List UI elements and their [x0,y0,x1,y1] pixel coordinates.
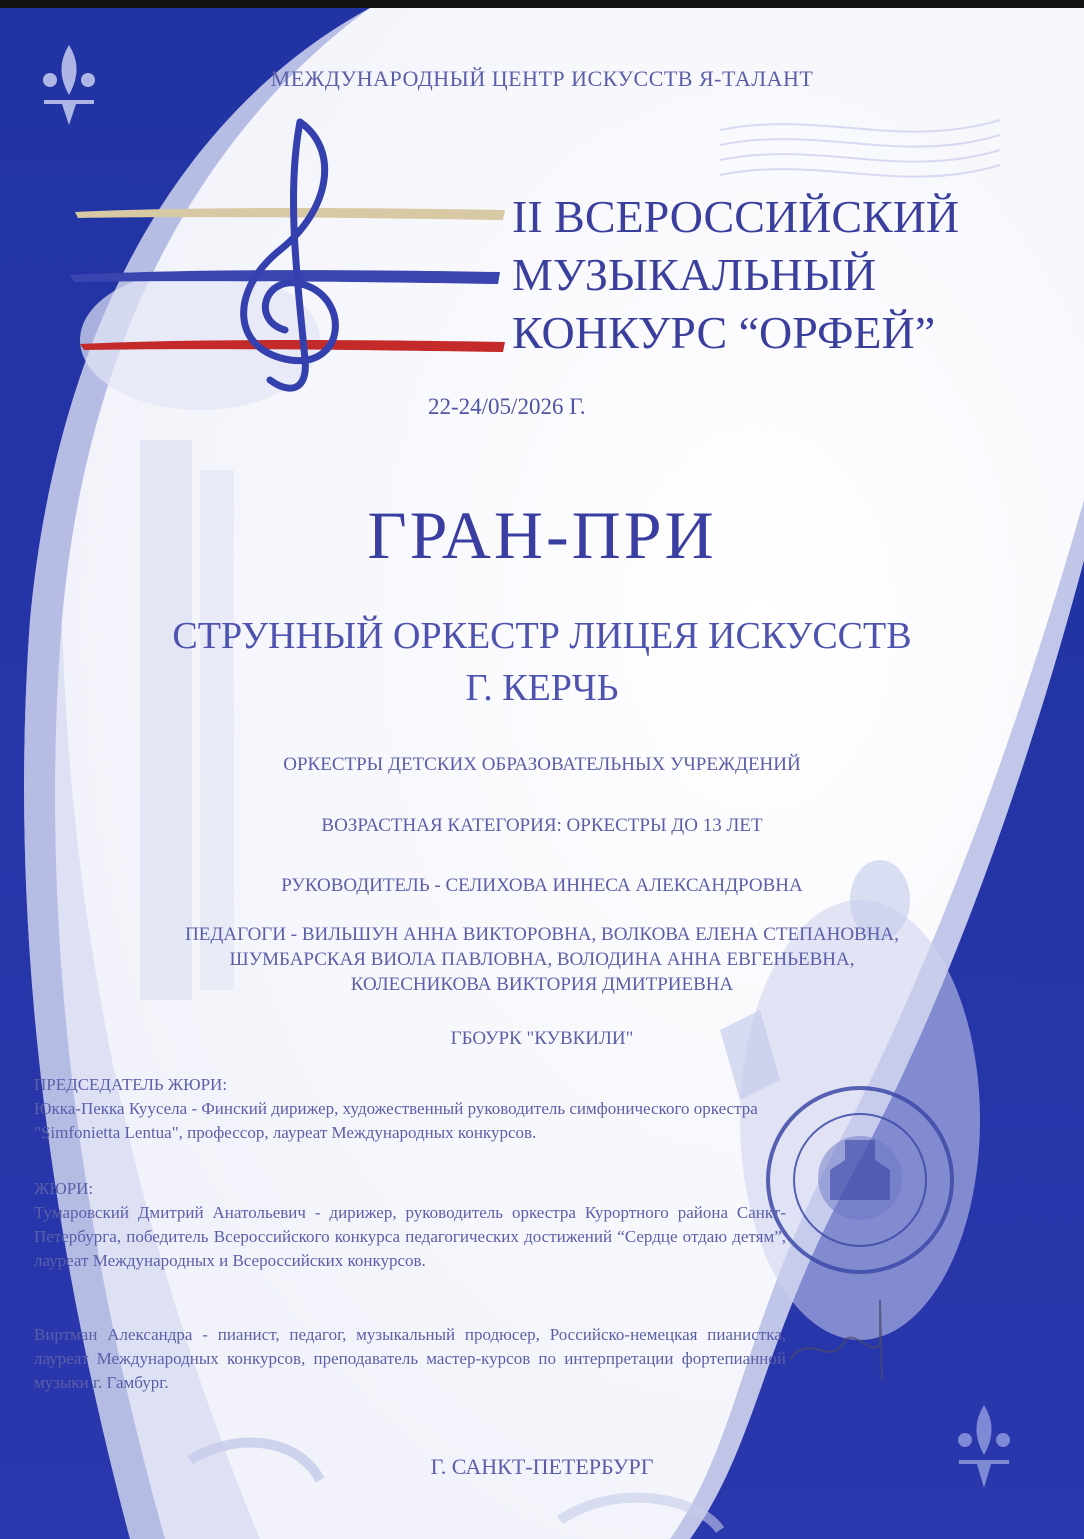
city: Г. САНКТ-ПЕТЕРБУРГ [430,1454,654,1479]
teachers-line: ПЕДАГОГИ - ВИЛЬШУН АННА ВИКТОРОВНА, ВОЛКОВА ЕЛЕНА СТЕПАНОВНА, [185,924,899,945]
jury-chair-text: Юкка-Пекка Куусела - Финский дирижер, художественный руководитель симфонического оркестра "Simfonietta Lentua", профессор, лауреат Международных конкурсов. [34,1099,758,1142]
teachers [0,922,1084,997]
teachers-line: ШУМБАРСКАЯ ВИОЛА ПАВЛОВНА, ВОЛОДИНА АННА ЕВГЕНЬЕВНА, [229,949,855,970]
winner-city: Г. КЕРЧЬ [465,667,619,709]
jury-member: Виртман Александра - пианист, педагог, музыкальный продюсер, Российско-немецкая пианистка, лауреат Международных конкурсов, преподаватель мастер-курсов по интерпретации фортепианной музыки г. Гамбург. [34,1325,786,1392]
organizer-name: МЕЖДУНАРОДНЫЙ ЦЕНТР ИСКУССТВ Я-ТАЛАНТ [270,66,814,91]
institution: ГБОУРК "КУВКИЛИ" [450,1028,634,1049]
jury-heading: ЖЮРИ: [34,1179,94,1198]
jury-member: Тумаровский Дмитрий Анатольевич - дирижер, руководитель оркестра Курортного района Санкт-Петербурга, победитель Всероссийского конкурса педагогических достижений “Сердце отдаю детям”, лауреат Международных и Всероссийских конкурсов. [34,1203,786,1270]
nomination: ОРКЕСТРЫ ДЕТСКИХ ОБРАЗОВАТЕЛЬНЫХ УЧРЕЖДЕНИЙ [283,754,801,775]
award-title: ГРАН-ПРИ [367,497,717,573]
age-category: ВОЗРАСТНАЯ КАТЕГОРИЯ: ОРКЕСТРЫ ДО 13 ЛЕТ [321,815,763,836]
jury-chair-heading: ПРЕДСЕДАТЕЛЬ ЖЮРИ: [34,1075,228,1094]
leader: РУКОВОДИТЕЛЬ - СЕЛИХОВА ИННЕСА АЛЕКСАНДРОВНА [281,875,803,896]
contest-title-line: II ВСЕРОССИЙСКИЙ [512,191,960,242]
teachers-line: КОЛЕСНИКОВА ВИКТОРИЯ ДМИТРИЕВНА [350,974,734,995]
winner-name: СТРУННЫЙ ОРКЕСТР ЛИЦЕЯ ИСКУССТВ [172,615,912,657]
contest-title [512,188,959,362]
contest-title-line: КОНКУРС “ОРФЕЙ” [512,307,936,358]
contest-title-line: МУЗЫКАЛЬНЫЙ [512,249,877,300]
contest-date: 22-24/05/2026 Г. [428,394,586,419]
